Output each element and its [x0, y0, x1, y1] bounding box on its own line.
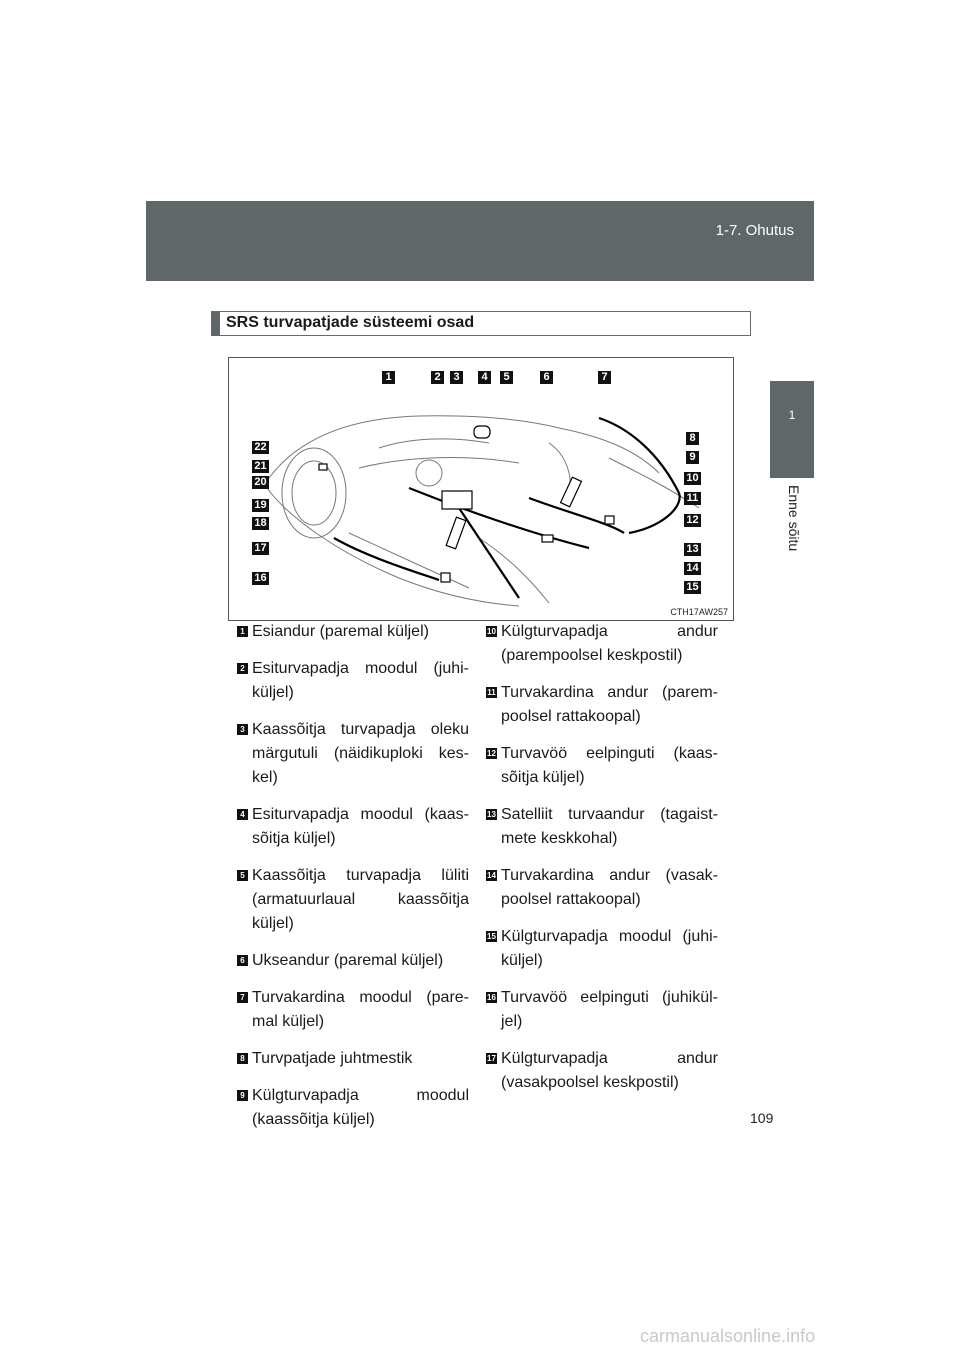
legend-number: 5: [237, 870, 248, 881]
legend-column-right: [486, 620, 718, 1108]
legend-item: [237, 657, 469, 705]
callout-4: 4: [478, 371, 491, 384]
legend-text: Külgturvapadja andur (parempoolsel keskpostil): [501, 623, 718, 664]
callout-19: 19: [252, 499, 269, 512]
callout-21: 21: [252, 460, 269, 473]
callout-14: 14: [684, 562, 701, 575]
callout-1: 1: [382, 371, 395, 384]
legend-text: Turvavöö eelpinguti (juhikül-jel): [501, 989, 718, 1030]
legend-text: Satelliit turvaandur (tagaist-mete keskkohal): [501, 806, 718, 847]
legend-text: Turvakardina andur (parem-poolsel rattakoopal): [501, 684, 718, 725]
legend-number: 14: [487, 871, 496, 880]
legend-number: 2: [237, 663, 248, 674]
legend-text: Külgturvapadja andur (vasakpoolsel keskpostil): [501, 1050, 718, 1091]
legend-number: 7: [237, 992, 248, 1003]
legend-text: Esiturvapadja moodul (kaas-sõitja küljel): [252, 806, 469, 847]
windshield-line: [379, 439, 489, 448]
legend-item: [237, 620, 469, 644]
legend-text: Esiturvapadja moodul (juhi-küljel): [252, 660, 469, 701]
airbag-system-diagram: [228, 357, 734, 621]
legend-text: Külgturvapadja moodul (kaassõitja küljel): [252, 1087, 469, 1128]
legend-text: Turvakardina moodul (pare-mal küljel): [252, 989, 469, 1030]
callout-7: 7: [598, 371, 611, 384]
side-airbag-shape-left: [446, 517, 466, 549]
chapter-header: [146, 201, 814, 281]
legend-number: 9: [237, 1090, 248, 1101]
passenger-airbag-shape: [474, 426, 490, 438]
section-heading-accent: [212, 312, 220, 335]
legend-number: 4: [237, 809, 248, 820]
pretensioner-shape-left: [441, 573, 450, 582]
legend-item: [237, 986, 469, 1034]
legend-item: [486, 864, 718, 912]
callout-2: 2: [431, 371, 444, 384]
legend-text: Külgturvapadja moodul (juhi-küljel): [501, 928, 718, 969]
callout-8: 8: [686, 432, 699, 445]
callout-3: 3: [450, 371, 463, 384]
chapter-side-label-text: Enne sõitu: [786, 485, 802, 552]
legend-number: 16: [487, 993, 496, 1002]
dashboard-line: [359, 458, 519, 468]
pretensioner-shape-right: [605, 516, 614, 524]
door-line: [479, 538, 549, 603]
car-cutaway-drawing: [229, 358, 733, 620]
legend-item: [237, 949, 469, 973]
control-unit-shape: [442, 491, 472, 509]
legend-text: Turvakardina andur (vasak-poolsel rattakoopal): [501, 867, 718, 908]
legend-item: [486, 986, 718, 1034]
lower-body-outline: [267, 488, 519, 606]
chapter-number: 1: [788, 408, 796, 422]
callout-13: 13: [684, 543, 701, 556]
satellite-sensor-shape: [542, 535, 553, 542]
legend-item: [486, 1047, 718, 1095]
callout-5: 5: [500, 371, 513, 384]
legend-item: [486, 742, 718, 790]
chapter-side-tab: [770, 381, 814, 478]
chapter-side-label: [772, 485, 812, 595]
legend-item: [237, 1084, 469, 1132]
legend-item: [486, 681, 718, 729]
legend-number: 6: [237, 955, 248, 966]
legend-text: Kaassõitja turvapadja lüliti (armatuurlaual kaassõitja küljel): [252, 867, 469, 932]
chapter-title: 1-7. Ohutus: [715, 222, 794, 239]
legend-number: 10: [487, 627, 496, 636]
legend-text: Ukseandur (paremal küljel): [252, 952, 444, 969]
callout-6: 6: [540, 371, 553, 384]
legend-text: Turvpatjade juhtmestik: [252, 1050, 413, 1067]
callout-20: 20: [252, 476, 269, 489]
harness-line-floor: [459, 508, 519, 598]
page-number: 109: [750, 1110, 774, 1126]
legend-item: [237, 864, 469, 936]
harness-line-left: [334, 538, 439, 580]
legend-number: 11: [487, 688, 496, 697]
callout-12: 12: [684, 514, 701, 527]
figure-code: CTH17AW257: [670, 607, 728, 617]
callout-15: 15: [684, 581, 701, 594]
callout-18: 18: [252, 517, 269, 530]
callout-11: 11: [684, 492, 701, 505]
legend-number: 12: [487, 749, 496, 758]
legend-number: 15: [487, 932, 496, 941]
legend-number: 8: [237, 1053, 248, 1064]
section-heading: [211, 311, 751, 336]
harness-line-center: [409, 488, 589, 548]
legend-item: [237, 803, 469, 851]
front-sensor-shape: [319, 464, 327, 470]
callout-17: 17: [252, 542, 269, 555]
legend-item: [486, 803, 718, 851]
steering-wheel: [416, 460, 442, 486]
callout-10: 10: [684, 472, 701, 485]
front-wheel-inner: [292, 461, 336, 525]
watermark-text: carmanualsonline.info: [640, 1326, 816, 1346]
legend-number: 17: [487, 1054, 496, 1063]
legend-number: 3: [237, 724, 248, 735]
legend-number: 1: [237, 626, 248, 637]
legend-item: [486, 925, 718, 973]
legend-number: 13: [487, 810, 496, 819]
legend-text: Kaassõitja turvapadja oleku märgutuli (näidikuploki kes-kel): [252, 721, 469, 786]
legend-column-left: [237, 620, 469, 1145]
legend-item: [237, 718, 469, 790]
legend-item: [486, 620, 718, 668]
side-airbag-shape-right: [561, 477, 582, 507]
section-title: SRS turvapatjade süsteemi osad: [226, 314, 475, 331]
callout-16: 16: [252, 572, 269, 585]
legend-item: [237, 1047, 469, 1071]
callout-22: 22: [252, 441, 269, 454]
callout-9: 9: [686, 451, 699, 464]
legend-text: Turvavöö eelpinguti (kaas-sõitja küljel): [501, 745, 718, 786]
legend-text: Esiandur (paremal küljel): [252, 623, 429, 640]
